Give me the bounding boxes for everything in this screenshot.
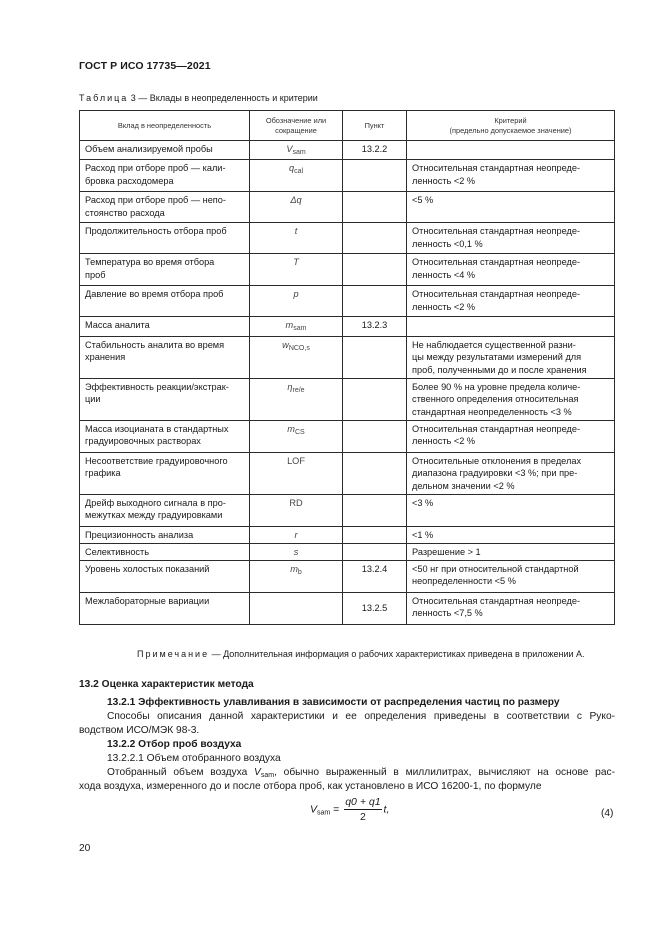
contribution-text: стоянство расхода xyxy=(85,207,165,218)
column-header-line: Критерий xyxy=(494,115,527,125)
symbol-subscript: cal xyxy=(294,168,304,176)
formula-tail: t, xyxy=(383,803,390,816)
uncertainty-contribution xyxy=(80,543,250,560)
criterion xyxy=(407,420,615,452)
uncertainty-contribution xyxy=(80,494,250,526)
table-header-row xyxy=(80,111,615,141)
symbol-subscript: b xyxy=(297,568,302,576)
criterion-text: Относительные отклонения в пределах xyxy=(412,455,582,466)
symbol-subscript: re/e xyxy=(292,386,305,394)
column-header-line: Вклад в неопределенность xyxy=(117,120,212,130)
contribution-text: Объем анализируемой пробы xyxy=(85,144,213,154)
contribution-text: градуировочных растворах xyxy=(85,436,201,447)
clause-ref xyxy=(343,192,407,223)
column-header xyxy=(80,111,250,141)
contribution-text: проб xyxy=(85,269,106,280)
criterion-text: цы между результатами измерений для xyxy=(412,352,582,363)
criterion-text: дельном значении <2 % xyxy=(412,480,515,491)
contribution-text: Масса аналита xyxy=(85,320,150,331)
criterion xyxy=(407,192,615,223)
table-caption xyxy=(79,93,318,103)
criterion xyxy=(407,254,615,286)
symbol-cell xyxy=(250,560,343,592)
clause-ref xyxy=(343,494,407,526)
clause-ref xyxy=(343,336,407,378)
criterion-text: ленность <7,5 % xyxy=(412,608,483,619)
uncertainty-contribution xyxy=(80,420,250,452)
para-volume-symbol: V xyxy=(254,767,261,778)
clause-ref-text: 13.2.3 xyxy=(361,320,388,331)
contribution-text: Дрейф выходного сигнала в про- xyxy=(85,497,226,508)
symbol: T xyxy=(293,257,299,268)
criterion xyxy=(407,378,615,420)
table-caption-title: 3 — Вклады в неопределенность и критерии xyxy=(128,93,318,103)
contribution-text: Несоответствие градуировочного xyxy=(85,455,228,466)
symbol-cell xyxy=(250,336,343,378)
symbol-cell xyxy=(250,317,343,336)
criterion xyxy=(407,543,615,560)
criterion-text: Относительная стандартная неопреде- xyxy=(412,257,581,268)
clause-ref xyxy=(343,560,407,592)
contribution-text: Давление во время отбора проб xyxy=(85,289,224,300)
para-volume-line2: хода воздуха, измеренного до и после отбора проб, как установлено в ИСО 16200-1, по формуле xyxy=(79,781,542,792)
clause-ref-text: 13.2.5 xyxy=(361,603,388,614)
contribution-text: Селективность xyxy=(85,546,150,557)
symbol: LOF xyxy=(287,455,305,466)
symbol-cell xyxy=(250,494,343,526)
criterion-text: Относительная стандартная неопреде- xyxy=(412,163,581,174)
page-number: 20 xyxy=(79,843,91,854)
symbol-cell xyxy=(250,526,343,543)
symbol-cell xyxy=(250,286,343,317)
column-header-line: Обозначение или xyxy=(265,115,327,125)
criterion xyxy=(407,141,615,160)
uncertainty-contribution xyxy=(80,317,250,336)
formula-lhs-sub: sam xyxy=(317,809,331,817)
clause-ref-text: 13.2.2 xyxy=(361,144,388,154)
uncertainty-contribution xyxy=(80,254,250,286)
section-13-2-2-heading xyxy=(79,737,615,752)
contribution-text: Стабильность аналита во время xyxy=(85,339,225,350)
criterion-text: Относительная стандартная неопреде- xyxy=(412,289,581,300)
criterion xyxy=(407,223,615,254)
contribution-text: Уровень холостых показаний xyxy=(85,563,210,574)
clause-ref xyxy=(343,526,407,543)
formula-equals: = xyxy=(330,803,343,816)
symbol: η xyxy=(287,381,293,392)
clause-ref xyxy=(343,254,407,286)
symbol: s xyxy=(293,546,299,557)
symbol: m xyxy=(287,423,295,434)
column-header-line: Пункт xyxy=(364,120,385,130)
symbol-cell xyxy=(250,452,343,494)
criterion-text: ленность <2 % xyxy=(412,436,476,447)
criterion-text: Относительная стандартная неопреде- xyxy=(412,226,581,237)
criterion-text: ленность <2 % xyxy=(412,175,476,186)
symbol: Δq xyxy=(290,195,302,206)
section-13-2-1-text: 13.2.1 Эффективность улавливания в зависимости от распределения частиц по размеру xyxy=(107,697,560,708)
section-13-2-heading xyxy=(79,677,615,692)
symbol-cell xyxy=(250,378,343,420)
symbol-cell xyxy=(250,592,343,624)
uncertainty-contribution xyxy=(80,526,250,543)
clause-ref xyxy=(343,286,407,317)
symbol: m xyxy=(285,320,294,331)
criterion xyxy=(407,560,615,592)
criterion-text: ленность <0,1 % xyxy=(412,238,483,249)
uncertainty-contribution xyxy=(80,192,250,223)
table-row xyxy=(80,286,615,317)
symbol: m xyxy=(290,563,298,574)
criterion xyxy=(407,286,615,317)
symbol-cell xyxy=(250,254,343,286)
symbol: r xyxy=(294,529,298,540)
note-text: — Дополнительная информация о рабочих характеристиках приведена в приложении А. xyxy=(209,649,585,659)
contribution-text: ции xyxy=(85,394,101,405)
criterion-text: ственного определения относительная xyxy=(412,394,579,405)
para-volume-start: Отобранный объем воздуха xyxy=(107,767,255,778)
symbol-cell xyxy=(250,223,343,254)
clause-ref xyxy=(343,223,407,254)
uncertainty-contribution xyxy=(80,592,250,624)
table-row xyxy=(80,560,615,592)
contribution-text: Масса изоцианата в стандартных xyxy=(85,423,229,434)
symbol-cell xyxy=(250,141,343,160)
table-row xyxy=(80,160,615,192)
clause-ref xyxy=(343,592,407,624)
symbol: t xyxy=(294,226,298,237)
contribution-text: Расход при отборе проб — непо- xyxy=(85,195,226,206)
criterion xyxy=(407,336,615,378)
symbol: V xyxy=(286,144,293,154)
symbol: w xyxy=(282,339,289,350)
contribution-text: бровка расходомера xyxy=(85,175,174,186)
section-13-2-text: 13.2 Оценка характеристик метода xyxy=(79,679,254,690)
uncertainty-contribution xyxy=(80,286,250,317)
table-row xyxy=(80,420,615,452)
table-row xyxy=(80,378,615,420)
criterion-text: Не наблюдается существенной разни- xyxy=(412,339,576,350)
uncertainty-contribution xyxy=(80,141,250,160)
criterion-text: Разрешение > 1 xyxy=(412,546,481,557)
column-header-line: (предельно допускаемое значение) xyxy=(449,125,572,135)
contribution-text: Расход при отборе проб — кали- xyxy=(85,163,226,174)
criterion xyxy=(407,592,615,624)
criterion-text: неопределенности <5 % xyxy=(412,576,516,587)
clause-ref xyxy=(343,543,407,560)
uncertainty-contribution xyxy=(80,336,250,378)
clause-ref xyxy=(343,141,407,160)
formula-denominator: 2 xyxy=(359,811,366,823)
section-13-2-2-1-heading xyxy=(79,751,615,766)
criterion xyxy=(407,452,615,494)
column-header xyxy=(250,111,343,141)
criterion-text: Относительная стандартная неопреде- xyxy=(412,595,581,606)
symbol: p xyxy=(293,289,299,300)
clause-ref-text: 13.2.4 xyxy=(361,563,388,574)
clause-ref xyxy=(343,420,407,452)
contribution-text: межутках между градуировками xyxy=(85,510,223,521)
criterion-text: ленность <2 % xyxy=(412,301,476,312)
table-caption-prefix: Таблица xyxy=(79,93,129,103)
table-row xyxy=(80,192,615,223)
criterion-text: <5 % xyxy=(412,195,434,206)
clause-ref xyxy=(343,378,407,420)
criterion-text: Более 90 % на уровне предела количе- xyxy=(412,381,581,392)
criterion-text: <3 % xyxy=(412,497,434,508)
note-label: Примечание xyxy=(137,649,210,659)
table-row xyxy=(80,543,615,560)
uncertainty-table xyxy=(79,110,615,625)
criterion-text: проб, полученными до и после хранения xyxy=(412,364,587,375)
symbol: RD xyxy=(289,497,303,508)
formula-4 xyxy=(310,796,389,832)
contribution-text: Межлабораторные вариации xyxy=(85,595,210,606)
column-header xyxy=(407,111,615,141)
clause-ref xyxy=(343,160,407,192)
criterion-text: <50 нг при относительной стандартной xyxy=(412,563,579,574)
formula-numerator: q0 + q1 xyxy=(345,796,381,808)
para-13-2-1-line1: Способы описания данной характеристики и ее определения приведены в соответствии с Руко- xyxy=(107,711,615,722)
symbol-subscript: sam xyxy=(293,325,307,333)
contribution-text: хранения xyxy=(85,352,126,363)
uncertainty-contribution xyxy=(80,560,250,592)
clause-ref xyxy=(343,317,407,336)
contribution-text: графика xyxy=(85,468,121,479)
criterion-text: ленность <4 % xyxy=(412,269,476,280)
table-row xyxy=(80,336,615,378)
table-note xyxy=(137,649,585,659)
section-13-2-2-1-text: 13.2.2.1 Объем отобранного воздуха xyxy=(107,753,281,764)
symbol-cell xyxy=(250,543,343,560)
criterion-text: <1 % xyxy=(412,529,434,540)
table-body xyxy=(80,141,615,625)
contribution-text: Температура во время отбора xyxy=(85,257,215,268)
table-row xyxy=(80,254,615,286)
formula-fraction xyxy=(344,796,381,823)
table-row xyxy=(80,592,615,624)
uncertainty-contribution xyxy=(80,160,250,192)
symbol: q xyxy=(288,163,295,174)
table-row xyxy=(80,494,615,526)
document-header: ГОСТ Р ИСО 17735—2021 xyxy=(79,60,211,72)
column-header xyxy=(343,111,407,141)
para-volume-symbol-sub: sam xyxy=(260,772,275,779)
table-row xyxy=(80,223,615,254)
contribution-text: Эффективность реакции/экстрак- xyxy=(85,381,229,392)
column-header-line: сокращение xyxy=(275,125,317,135)
criterion-text: Относительная стандартная неопреде- xyxy=(412,423,581,434)
symbol-subscript: CS xyxy=(294,428,305,436)
symbol-cell xyxy=(250,160,343,192)
table-row xyxy=(80,452,615,494)
criterion xyxy=(407,317,615,336)
uncertainty-contribution xyxy=(80,378,250,420)
table-row xyxy=(80,526,615,543)
contribution-text: Продолжительность отбора проб xyxy=(85,226,227,237)
para-volume-end: , обычно выраженный в миллилитрах, вычисляют на основе рас- xyxy=(274,767,615,778)
criterion-text: диапазона градуировки <3 %; при пре- xyxy=(412,468,578,479)
symbol-subscript: sam xyxy=(292,149,306,156)
criterion-text: стандартная неопределенность <3 % xyxy=(412,406,572,417)
symbol-cell xyxy=(250,420,343,452)
criterion xyxy=(407,494,615,526)
clause-ref xyxy=(343,452,407,494)
symbol-cell xyxy=(250,192,343,223)
criterion xyxy=(407,160,615,192)
uncertainty-contribution xyxy=(80,223,250,254)
table-row xyxy=(80,317,615,336)
table-row xyxy=(80,141,615,160)
formula-lhs: V xyxy=(310,803,318,816)
section-13-2-1-heading xyxy=(79,695,615,710)
uncertainty-contribution xyxy=(80,452,250,494)
section-13-2-2-text: 13.2.2 Отбор проб воздуха xyxy=(107,739,242,750)
criterion xyxy=(407,526,615,543)
formula-number: (4) xyxy=(601,808,614,819)
para-13-2-1-line2: водством ИСО/МЭК 98-3. xyxy=(79,725,200,736)
symbol-subscript: NCO,s xyxy=(288,344,310,352)
contribution-text: Прецизионность анализа xyxy=(85,529,194,540)
